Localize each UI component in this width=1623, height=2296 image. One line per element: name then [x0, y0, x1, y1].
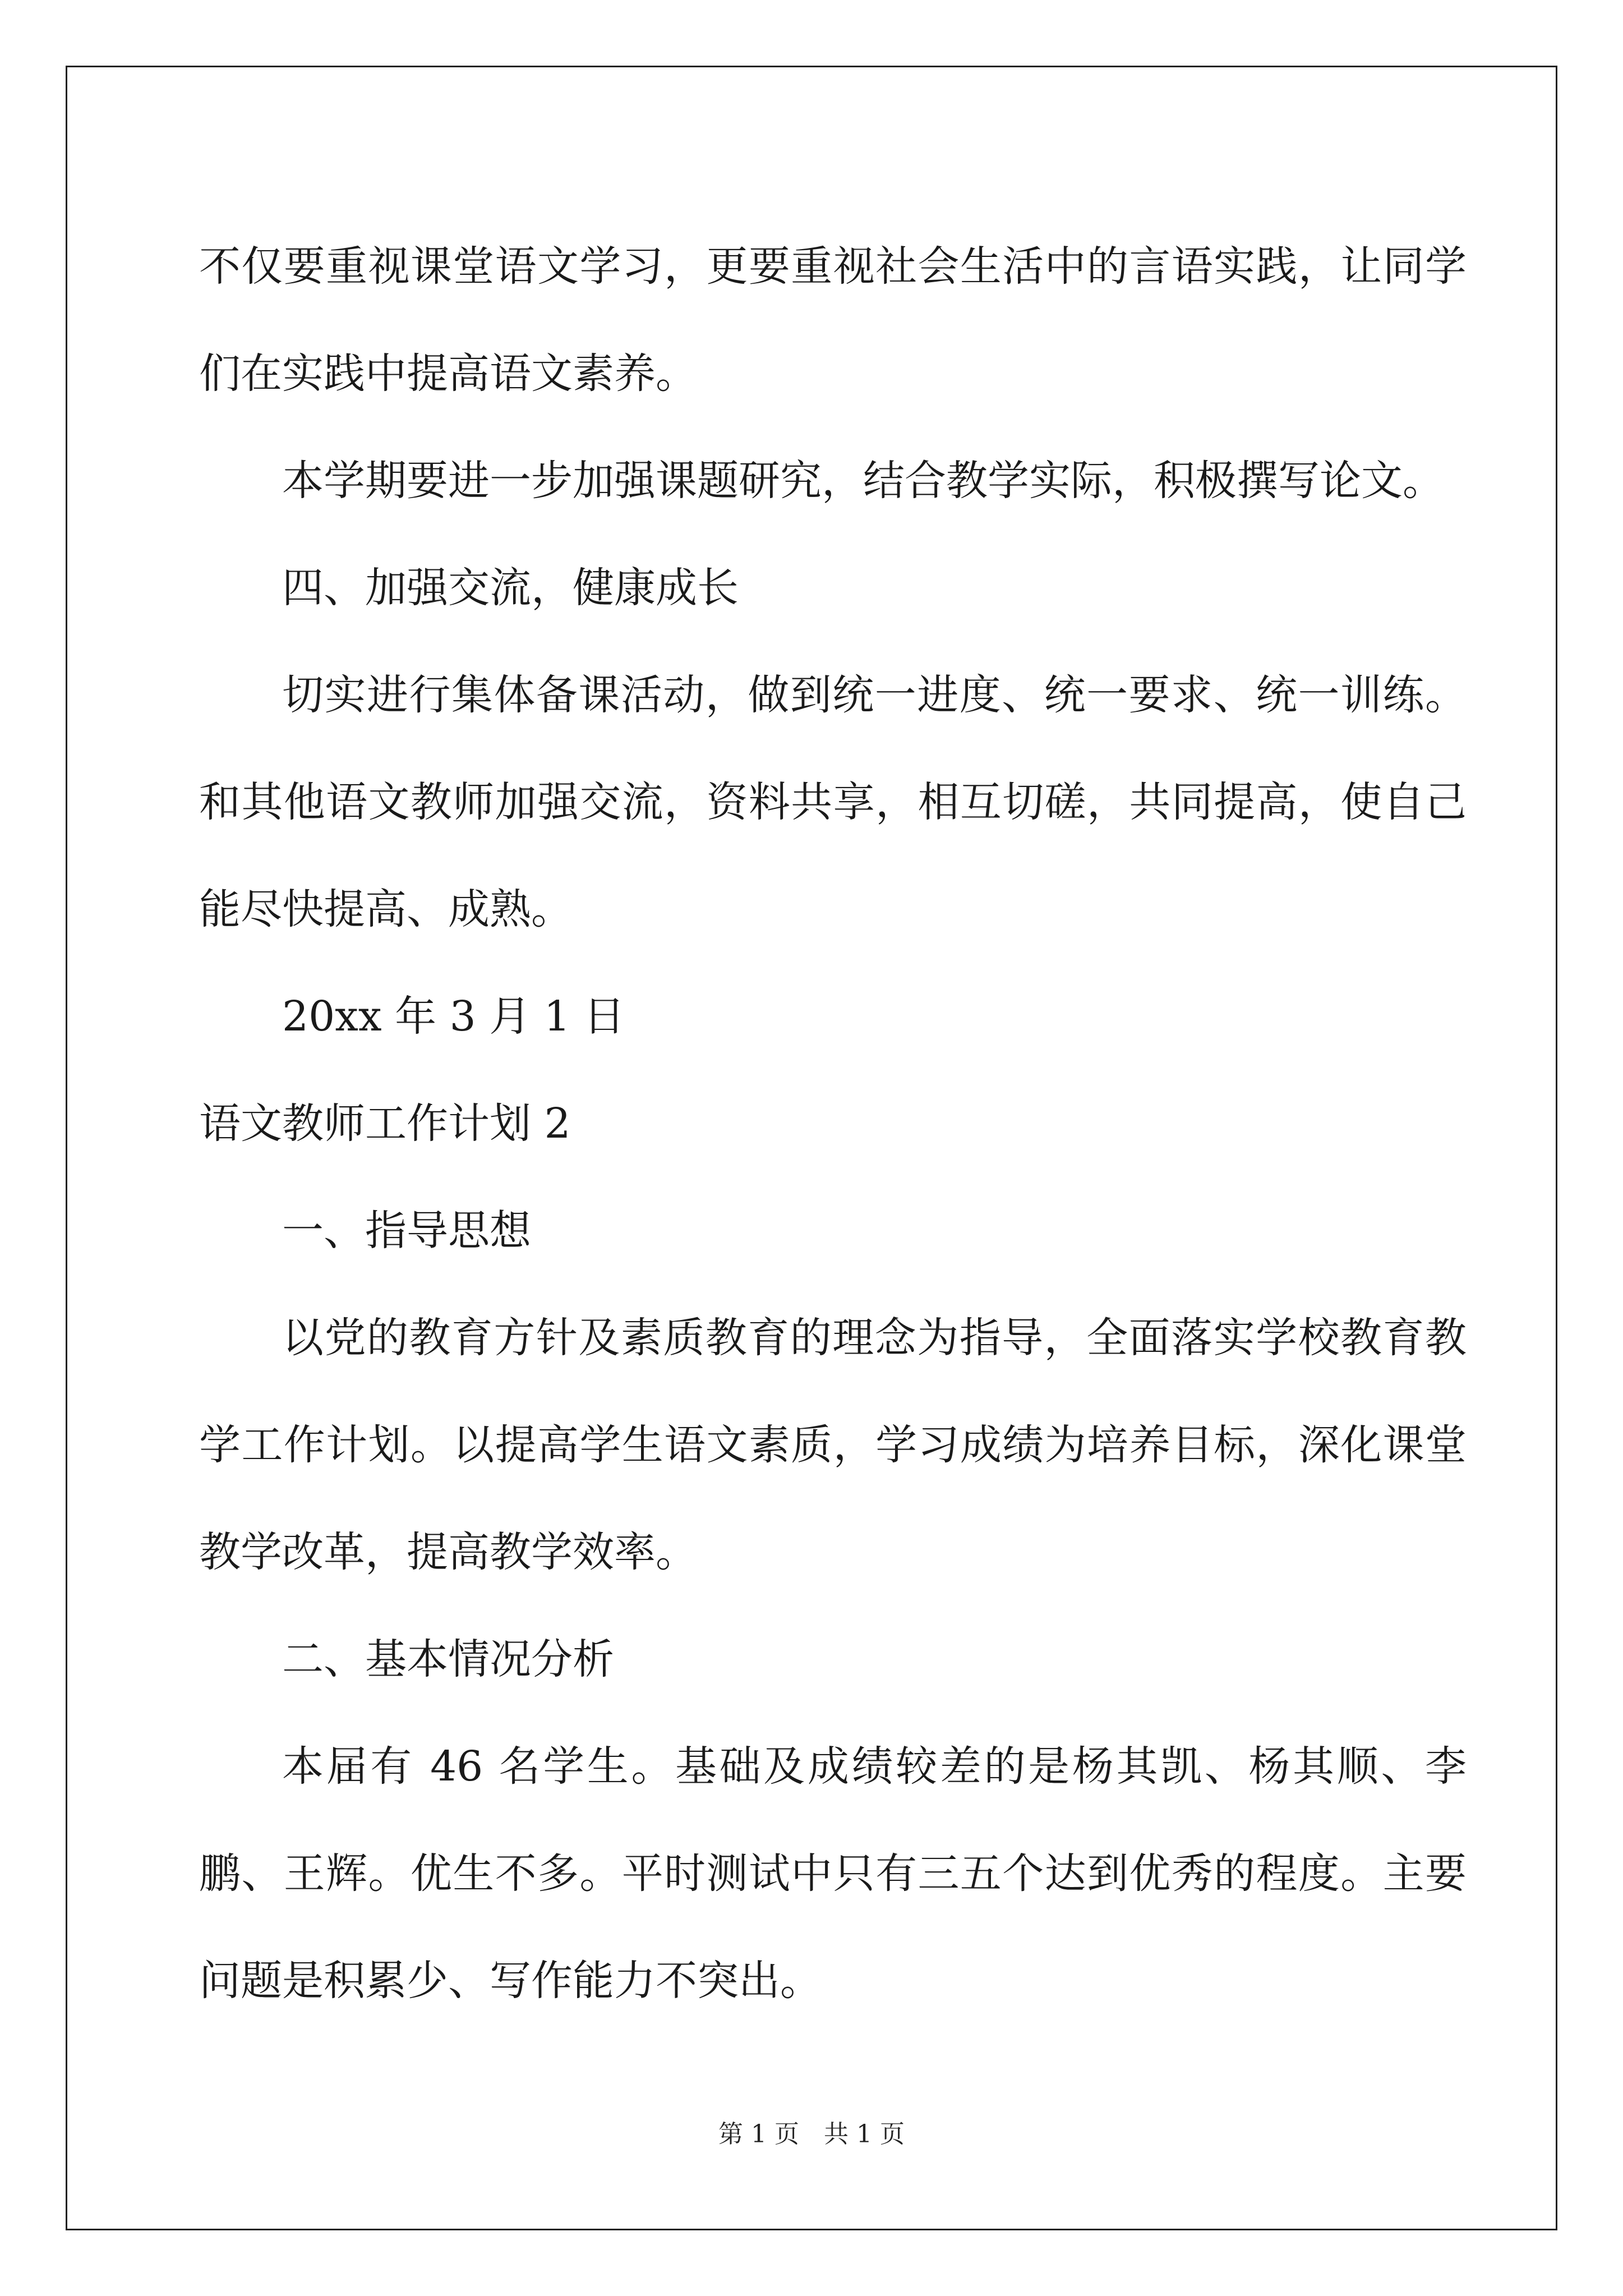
- paragraph-5: 本届有 46 名学生。基础及成绩较差的是杨其凯、杨其顺、李鹏、王辉。优生不多。平时测试中只有三五个达到优秀的程度。主要问题是积累少、写作能力不突出。: [199, 1742, 1467, 2005]
- document-body: [199, 213, 1467, 2035]
- section-heading-2: 二、基本情况分析: [282, 1635, 614, 1683]
- paragraph-4: 以党的教育方针及素质教育的理念为指导，全面落实学校教育教学工作计划。以提高学生语文素质，学习成绩为培养目标，深化课堂教学改革，提高教学效率。: [199, 1314, 1467, 1576]
- page-footer: [0, 2118, 1623, 2151]
- page-count: 共 1 页: [824, 2120, 905, 2148]
- date-line: 20xx 年 3 月 1 日: [282, 992, 625, 1041]
- page-number: 第 1 页: [718, 2120, 799, 2148]
- paragraph-2: 本学期要进一步加强课题研究，结合教学实际，积极撰写论文。: [282, 457, 1444, 505]
- section-heading-1: 一、指导思想: [282, 1207, 531, 1255]
- paragraph-3: 切实进行集体备课活动，做到统一进度、统一要求、统一训练。和其他语文教师加强交流，资料共享，相互切磋，共同提高，使自己能尽快提高、成熟。: [199, 671, 1467, 933]
- section-heading-4: 四、加强交流，健康成长: [282, 564, 739, 612]
- paragraph-1: 不仅要重视课堂语文学习，更要重视社会生活中的言语实践，让同学们在实践中提高语文素养。: [199, 242, 1467, 398]
- document-title: 语文教师工作计划 2: [199, 1099, 571, 1148]
